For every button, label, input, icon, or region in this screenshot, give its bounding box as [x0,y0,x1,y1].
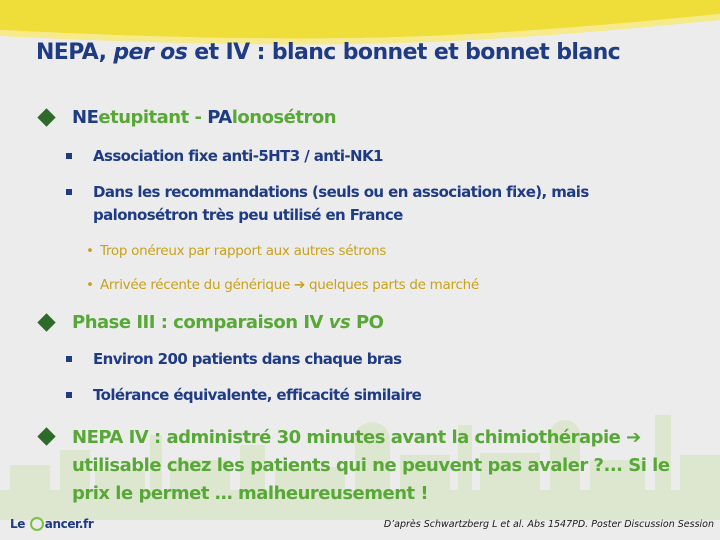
diamond-bullet-icon [37,108,55,126]
bullet-nepa-iv-conclusion: NEPA IV : administré 30 minutes avant la chimiothérapie ➔ utilisable chez les patients qui ne peuvent pas avaler ?... Si le prix le permet … malheureusement ! [40,424,700,508]
sub-bullet-fixed-association: Association fixe anti-5HT3 / anti-NK1 [66,145,686,168]
c-ring-icon [30,517,44,531]
sub-bullet-tolerance: Tolérance équivalente, efficacité similaire [66,384,686,407]
sub-bullet-recommendations: Dans les recommandations (seuls ou en association fixe), mais palonosétron très peu utilisé en France [66,181,686,227]
sub-sub-bullet-cost: • Trop onéreux par rapport aux autres sétrons [86,243,387,259]
arrow-right-icon: ➔ [293,277,305,293]
arrow-right-icon: ➔ [626,427,641,448]
bullet-phase-three: Phase III : comparaison IV vs PO [40,310,700,335]
diamond-bullet-icon [37,427,55,445]
slide-title: NEPA, per os et IV : blanc bonnet et bonnet blanc [36,40,621,65]
bullet-nepa-definition: NEetupitant - PAlonosétron [40,105,700,130]
sub-bullet-patients: Environ 200 patients dans chaque bras [66,348,686,371]
sub-sub-bullet-generic: • Arrivée récente du générique ➔ quelques parts de marché [86,277,479,293]
dot-bullet-icon: • [86,277,94,293]
dot-bullet-icon: • [86,243,94,259]
square-bullet-icon [66,153,72,159]
square-bullet-icon [66,189,72,195]
square-bullet-icon [66,392,72,398]
diamond-bullet-icon [37,313,55,331]
source-citation: D’après Schwartzberg L et al. Abs 1547PD. Poster Discussion Session [383,519,714,530]
square-bullet-icon [66,356,72,362]
le-cancer-logo: Le ancer.fr [10,517,94,531]
